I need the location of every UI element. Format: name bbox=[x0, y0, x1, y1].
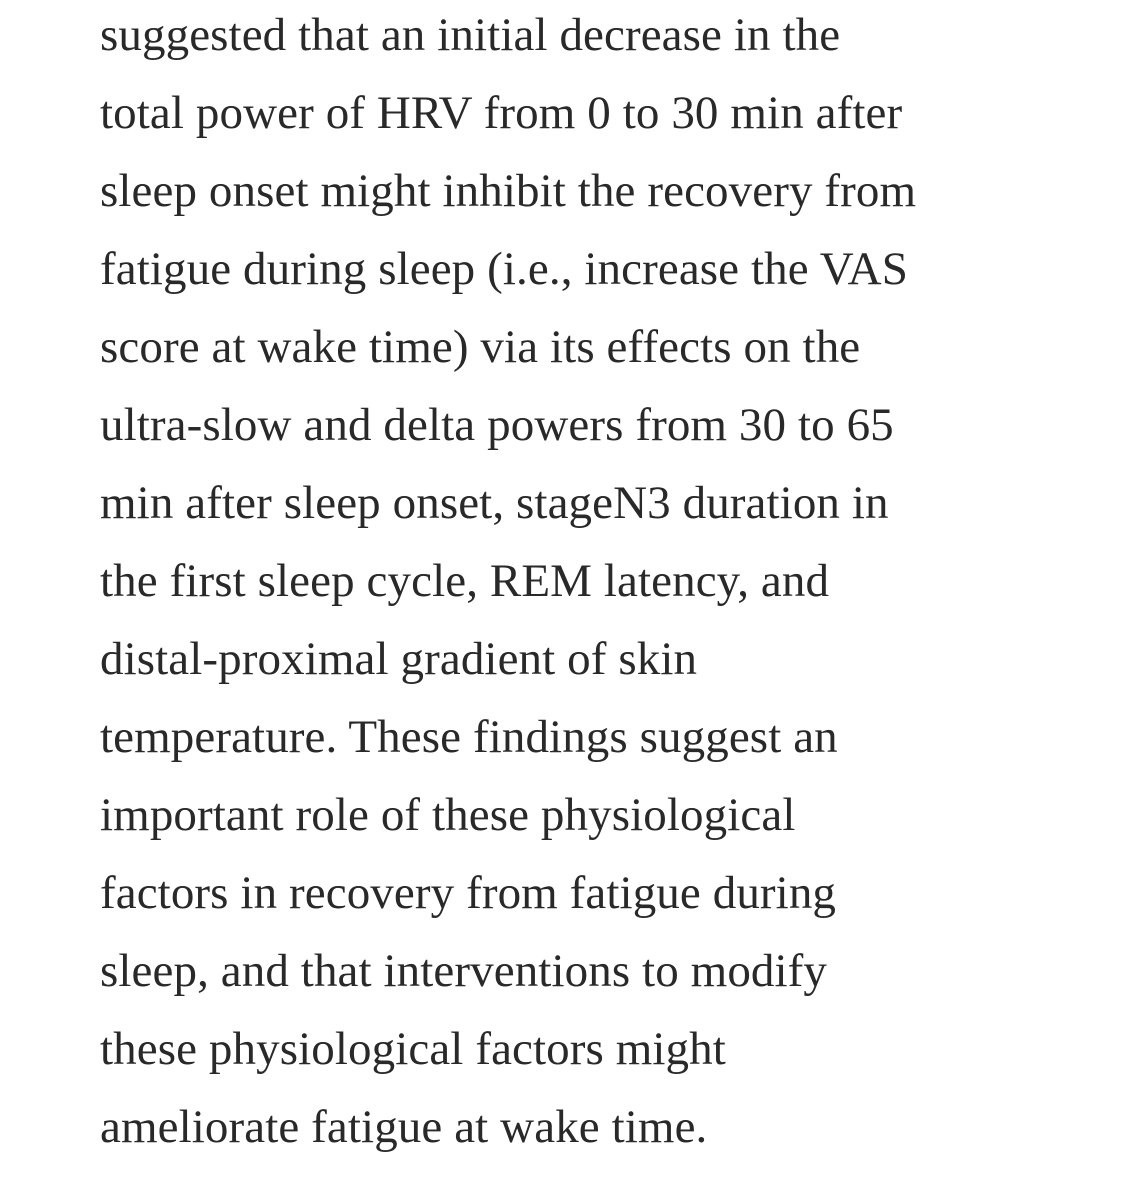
paragraph-line: distal-proximal gradient of skin bbox=[100, 633, 698, 685]
paragraph-line: sleep, and that interventions to modify bbox=[100, 945, 828, 997]
paragraph-line: suggested that an initial decrease in the bbox=[100, 9, 841, 61]
paragraph-line: important role of these physiological bbox=[100, 789, 796, 841]
paragraph-line: factors in recovery from fatigue during bbox=[100, 867, 837, 919]
paragraph-line: score at wake time) via its effects on the bbox=[100, 321, 861, 373]
paragraph-line: total power of HRV from 0 to 30 min after bbox=[100, 87, 903, 139]
paragraph-line: ultra-slow and delta powers from 30 to 65 bbox=[100, 399, 894, 451]
article-paragraph bbox=[100, 0, 1060, 1170]
paragraph-line: the first sleep cycle, REM latency, and bbox=[100, 555, 830, 607]
paragraph-line: ameliorate fatigue at wake time. bbox=[100, 1101, 708, 1153]
paragraph-line: temperature. These findings suggest an bbox=[100, 711, 838, 763]
paragraph-line: min after sleep onset, stageN3 duration in bbox=[100, 477, 889, 529]
paragraph-line: these physiological factors might bbox=[100, 1023, 726, 1075]
paragraph-line: sleep onset might inhibit the recovery from bbox=[100, 165, 917, 217]
paragraph-line: fatigue during sleep (i.e., increase the VAS bbox=[100, 243, 908, 295]
